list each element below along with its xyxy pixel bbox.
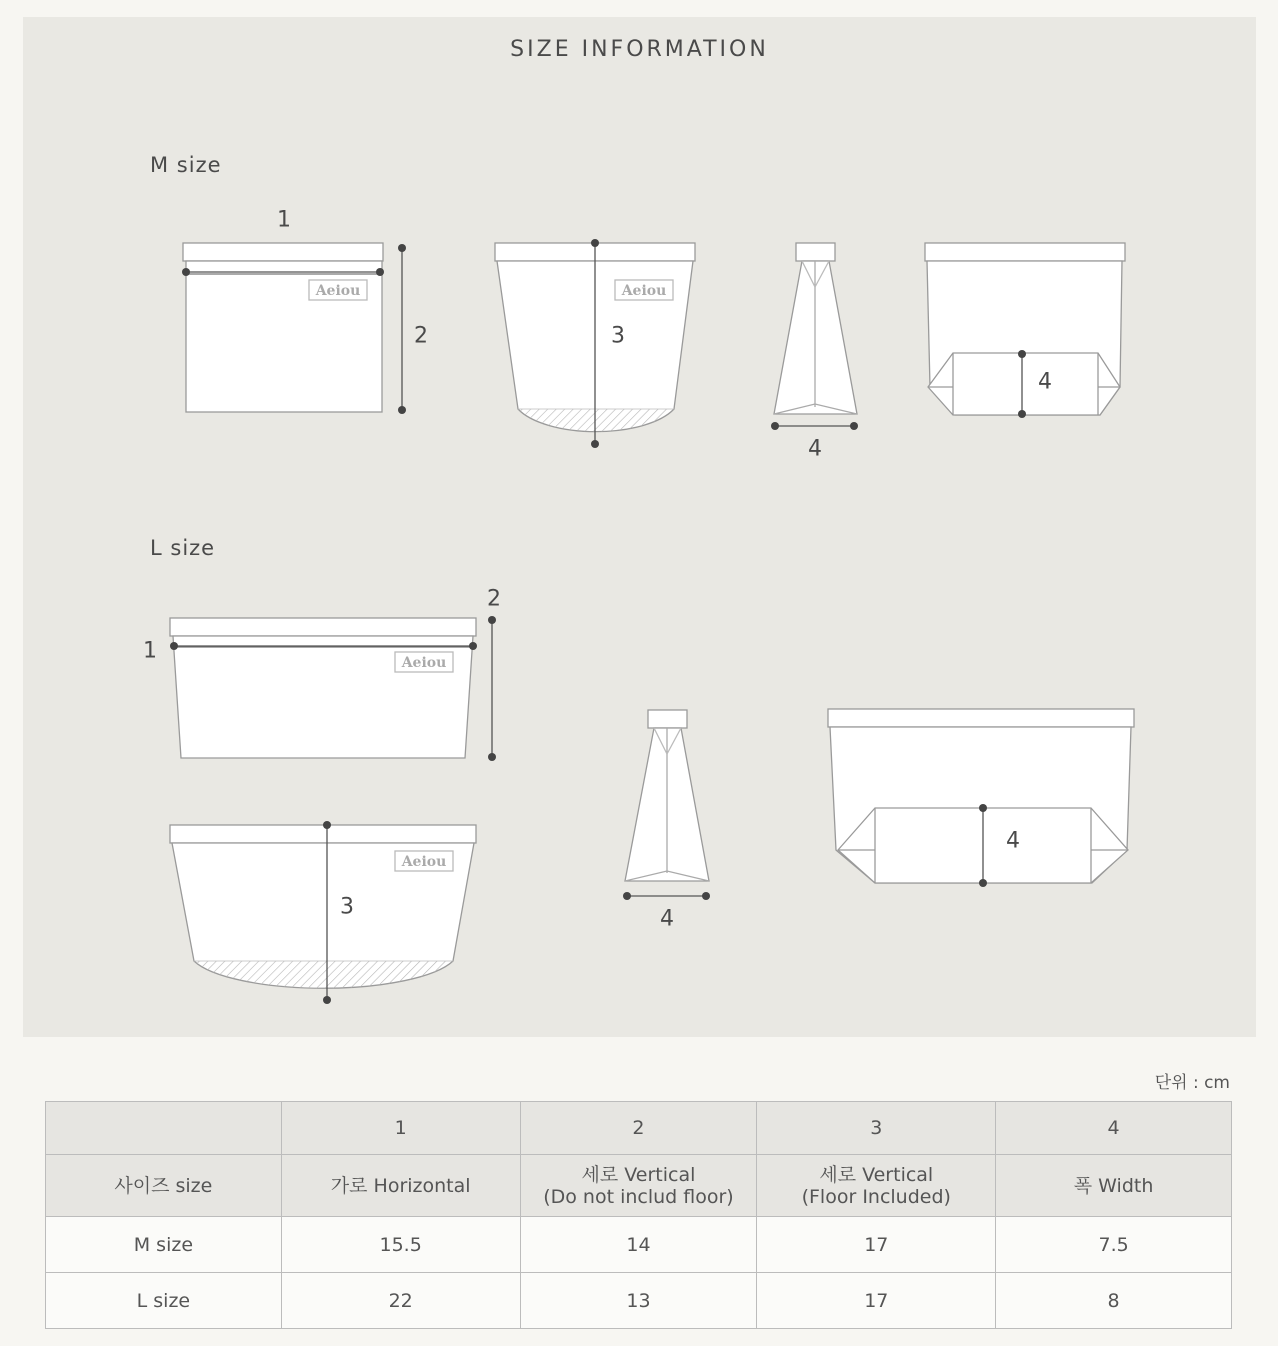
unit-note: 단위 : cm [1154, 1073, 1230, 1093]
l-dim4-profile-marker [623, 892, 710, 900]
table-cell: 15.5 [281, 1217, 520, 1273]
table-row [46, 1273, 1232, 1329]
l-size-heading: L size [150, 536, 216, 560]
header-subline: (Do not includ floor) [543, 1185, 734, 1208]
header-line: 폭 Width [1073, 1174, 1154, 1197]
table-cell: 8 [996, 1273, 1232, 1329]
table-cell: 14 [520, 1217, 757, 1273]
m-dim4-profile-marker [771, 422, 858, 430]
table-cell: L size [46, 1273, 282, 1329]
table-header-cell [996, 1155, 1232, 1217]
m-dim2-label: 2 [414, 323, 428, 349]
table-cell: 1 [281, 1102, 520, 1155]
l-dim3-label: 3 [340, 894, 354, 920]
m-front-view [183, 243, 383, 412]
l-bottom-view [828, 709, 1134, 883]
m-side-brand-tag [615, 280, 673, 300]
brand-tag-text: Aeiou [401, 854, 447, 870]
table-header-cell [46, 1155, 282, 1217]
table-cell [46, 1102, 282, 1155]
m-dim2-marker [398, 244, 406, 414]
table-number-row [46, 1102, 1232, 1155]
table-header-cell [757, 1155, 996, 1217]
l-front-brand-tag [395, 652, 453, 672]
l-dim2-marker [488, 616, 496, 761]
l-front-view [170, 618, 476, 758]
l-side-view [170, 825, 476, 988]
l-dim4-profile-label: 4 [660, 906, 674, 932]
header-subline: (Floor Included) [801, 1185, 951, 1208]
m-dim3-label: 3 [611, 323, 625, 349]
table-cell: M size [46, 1217, 282, 1273]
table-cell: 2 [520, 1102, 757, 1155]
header-line: 사이즈 size [114, 1174, 213, 1197]
l-dim4-bottom-label: 4 [1006, 828, 1020, 854]
header-line: 가로 Horizontal [330, 1174, 471, 1197]
l-dim1-label: 1 [143, 638, 157, 664]
brand-tag-text: Aeiou [401, 655, 447, 671]
table-cell: 7.5 [996, 1217, 1232, 1273]
table-row [46, 1217, 1232, 1273]
size-diagram-panel [23, 17, 1256, 1037]
page-title: SIZE INFORMATION [510, 37, 769, 62]
m-bottom-view [925, 243, 1125, 415]
table-header-row [46, 1155, 1232, 1217]
m-dim4-profile-label: 4 [808, 436, 822, 462]
m-profile-view [774, 243, 857, 414]
table-header-cell [520, 1155, 757, 1217]
size-table [45, 1101, 1232, 1329]
l-side-brand-tag [395, 851, 453, 871]
table-cell: 17 [757, 1217, 996, 1273]
table-cell: 13 [520, 1273, 757, 1329]
header-line: 세로 Vertical [819, 1163, 934, 1186]
l-dim2-label: 2 [487, 586, 501, 612]
table-cell: 22 [281, 1273, 520, 1329]
table-cell: 4 [996, 1102, 1232, 1155]
m-size-heading: M size [150, 153, 222, 177]
m-front-brand-tag [309, 280, 367, 300]
table-cell: 3 [757, 1102, 996, 1155]
header-line: 세로 Vertical [581, 1163, 696, 1186]
m-dim4-bottom-label: 4 [1038, 369, 1052, 395]
brand-tag-text: Aeiou [621, 283, 667, 299]
brand-tag-text: Aeiou [315, 283, 361, 299]
m-dim1-label: 1 [277, 207, 291, 233]
table-cell: 17 [757, 1273, 996, 1329]
l-profile-view [625, 710, 709, 881]
table-header-cell [281, 1155, 520, 1217]
